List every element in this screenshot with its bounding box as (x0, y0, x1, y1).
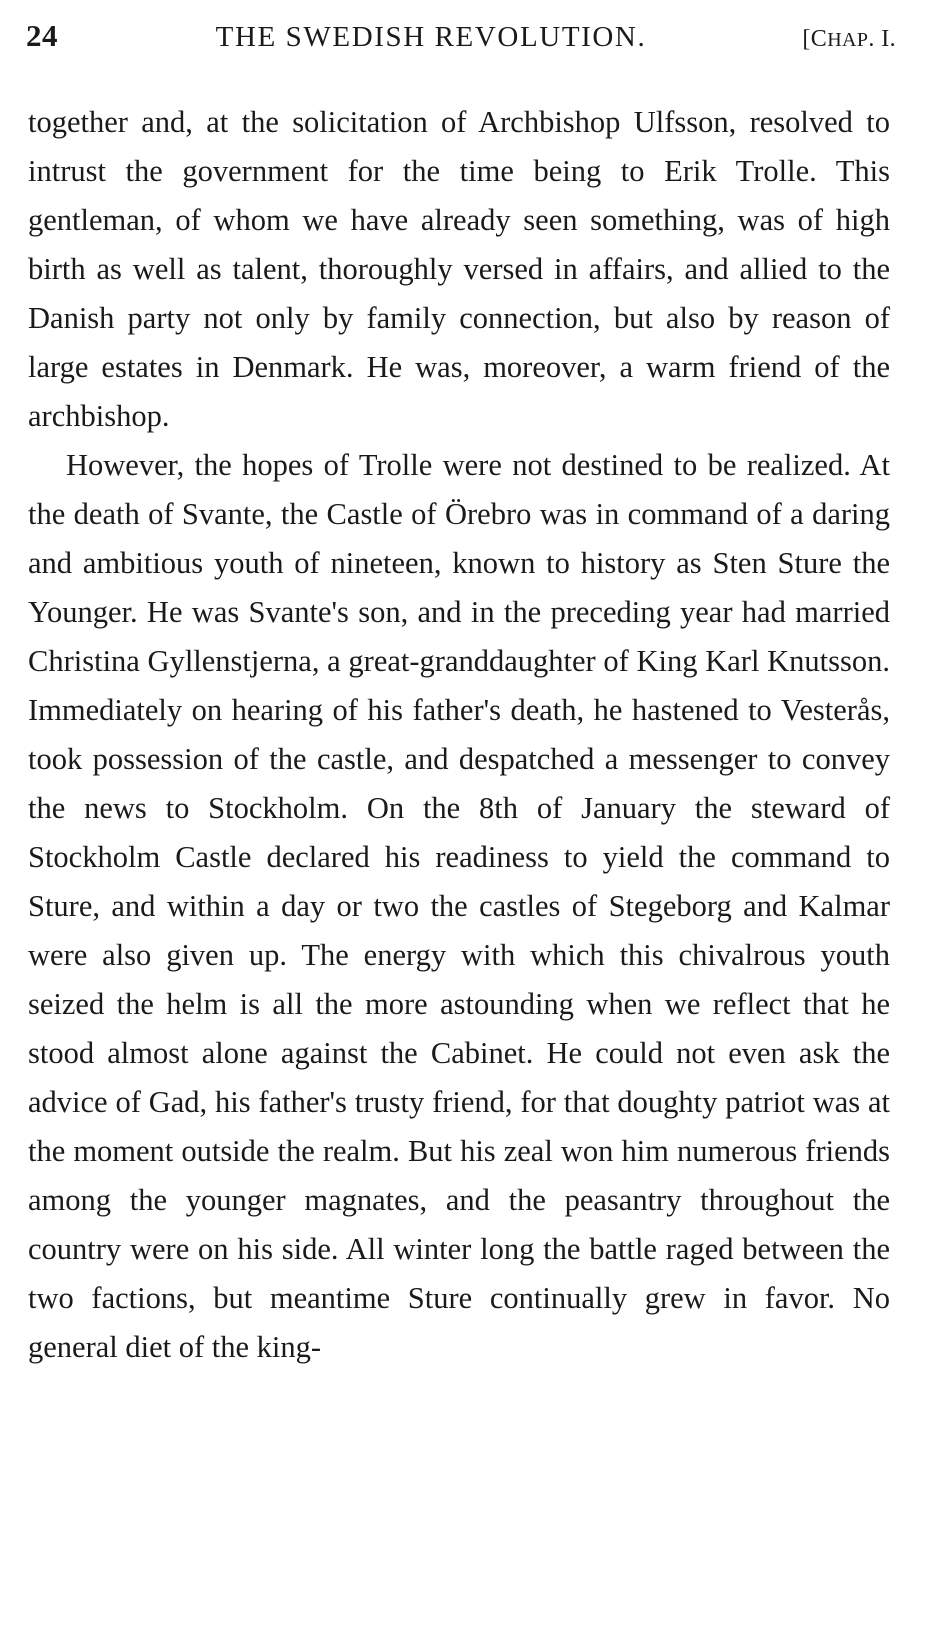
paragraph: together and, at the solicitation of Archbishop Ulfsson, resolved to intrust the government for the time being to Erik Trolle. This gentleman, of whom we have already seen something, was of high birth as well as talent, thoroughly versed in affairs, and allied to the Danish party not only by family connection, but also by reason of large estates in Denmark. He was, moreover, a warm friend of the archbishop. (28, 105, 890, 433)
running-title: THE SWEDISH REVOLUTION. (215, 21, 647, 53)
running-head (18, 18, 896, 54)
chapter-marker (716, 26, 896, 53)
page-number: 24 (26, 18, 58, 53)
chapter-marker-smallcaps: HAP (827, 29, 869, 51)
page-body (18, 98, 896, 1372)
chapter-marker-prefix: [C (802, 26, 828, 52)
chapter-marker-suffix: . I. (868, 26, 896, 52)
paragraph: However, the hopes of Trolle were not destined to be realized. At the death of Svante, the Castle of Örebro was in command of a daring and ambitious youth of nineteen, known to history as Sten Sture the Younger. He was Svante's son, and in the preceding year had married Christina Gyllenstjerna, a great-granddaughter of King Karl Knutsson. Immediately on hearing of his father's death, he hastened to Vesterås, took possession of the castle, and despatched a messenger to convey the news to Stockholm. On the 8th of January the steward of Stockholm Castle declared his readiness to yield the command to Sture, and within a day or two the castles of Stegeborg and Kalmar were also given up. The energy with which this chivalrous youth seized the helm is all the more astounding when we reflect that he stood almost alone against the Cabinet. He could not even ask the advice of Gad, his father's trusty friend, for that doughty patriot was at the moment outside the realm. But his zeal won him numerous friends among the younger magnates, and the peasantry throughout the country were on his side. All winter long the battle raged between the two factions, but meantime Sture continually grew in favor. No general diet of the king- (28, 448, 890, 1364)
